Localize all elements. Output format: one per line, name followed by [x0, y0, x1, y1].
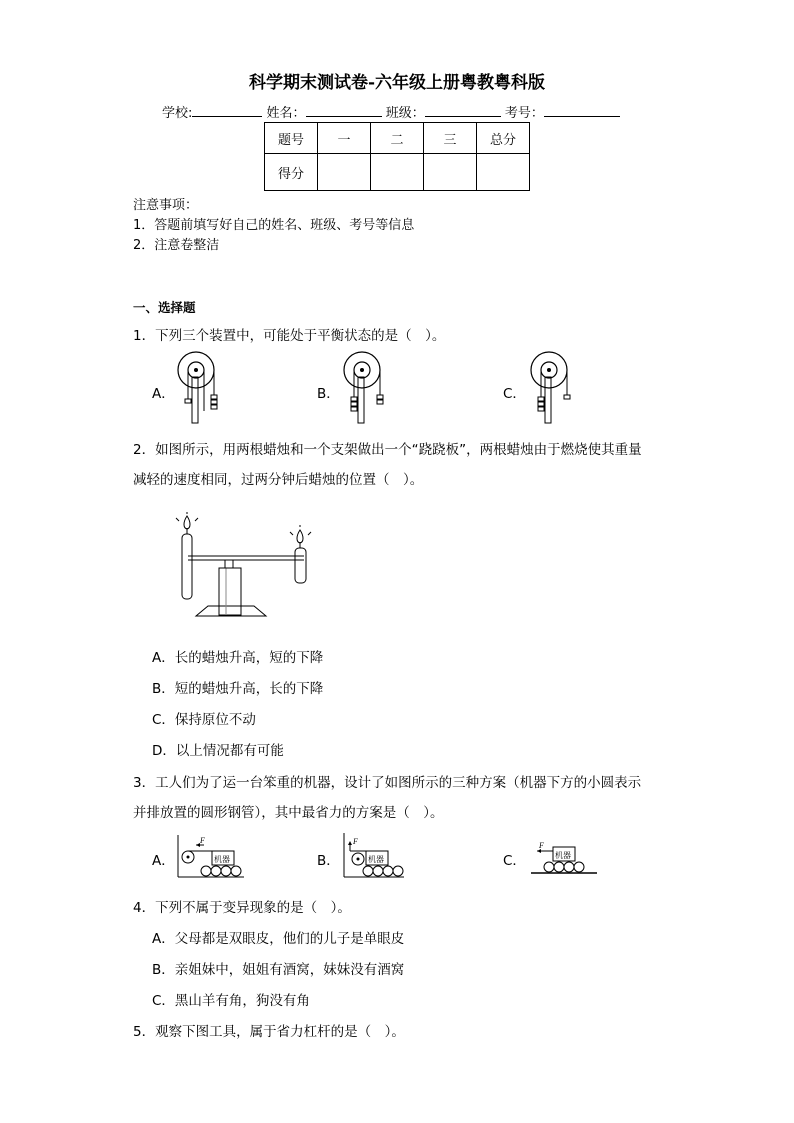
exam-no-blank[interactable]: [544, 104, 620, 117]
q1-pulley-diagram-b: [340, 349, 400, 427]
score-cell[interactable]: [477, 154, 530, 191]
q3-option-a-label[interactable]: A．: [152, 853, 175, 869]
score-table: [264, 122, 530, 191]
score-header-cell: 总分: [477, 123, 530, 154]
student-info-line: [162, 102, 620, 121]
q4-option-b[interactable]: B．亲姐妹中，姐姐有酒窝，妹妹没有酒窝: [152, 962, 405, 978]
school-label: 学校:: [162, 106, 193, 121]
q2-option-d[interactable]: D．以上情况都有可能: [152, 743, 284, 759]
q4-option-c[interactable]: C．黑山羊有角，狗没有角: [152, 993, 310, 1009]
q2-option-a[interactable]: A．长的蜡烛升高，短的下降: [152, 650, 324, 666]
machine-label: 机器: [555, 851, 571, 860]
exam-no-label: 考号：: [504, 106, 544, 121]
score-header-cell: 三: [424, 123, 477, 154]
q3-machine-diagram-c: [529, 839, 599, 877]
force-label: F: [353, 837, 358, 846]
score-cell[interactable]: [318, 154, 371, 191]
class-label: 班级：: [385, 106, 425, 121]
page-title: 科学期末测试卷-六年级上册粤教粤科版: [248, 73, 546, 93]
notice-item: 1．答题前填写好自己的姓名、班级、考号等信息: [133, 218, 415, 233]
notice-title: 注意事项：: [133, 198, 199, 213]
machine-label: 机器: [368, 855, 384, 864]
q3-option-b-label[interactable]: B．: [317, 853, 340, 869]
q2-option-b[interactable]: B．短的蜡烛升高，长的下降: [152, 681, 324, 697]
question-1-text: 1．下列三个装置中，可能处于平衡状态的是（ ）。: [133, 328, 446, 344]
q1-pulley-diagram-a: [174, 349, 234, 427]
question-2-text-line2: 减轻的速度相同，过两分钟后蜡烛的位置（ ）。: [133, 472, 424, 488]
question-3-text-line1: 3．工人们为了运一台笨重的机器，设计了如图所示的三种方案（机器下方的小圆表示: [133, 775, 642, 791]
force-label: F: [539, 841, 544, 850]
q4-option-a[interactable]: A．父母都是双眼皮，他们的儿子是单眼皮: [152, 931, 405, 947]
question-3-text-line2: 并排放置的圆形钢管），其中最省力的方案是（ ）。: [133, 805, 444, 821]
name-label: 姓名：: [266, 106, 306, 121]
class-blank[interactable]: [425, 104, 501, 117]
q3-machine-diagram-b: [340, 831, 410, 881]
q1-option-b-label[interactable]: B．: [317, 386, 340, 402]
q3-option-c-label[interactable]: C．: [503, 853, 526, 869]
force-label: F: [200, 836, 205, 845]
machine-label: 机器: [214, 855, 230, 864]
question-2-text-line1: 2．如图所示，用两根蜡烛和一个支架做出一个“跷跷板”，两根蜡烛由于燃烧使其重量: [133, 442, 642, 458]
q1-pulley-diagram-c: [527, 349, 587, 427]
name-blank[interactable]: [306, 104, 382, 117]
q2-candle-seesaw-diagram: [164, 512, 334, 624]
score-header-cell: 一: [318, 123, 371, 154]
score-row-label: 得分: [265, 154, 318, 191]
notice-item: 2．注意卷整洁: [133, 238, 220, 253]
q2-option-c[interactable]: C．保持原位不动: [152, 712, 256, 728]
question-4-text: 4．下列不属于变异现象的是（ ）。: [133, 900, 351, 916]
q3-machine-diagram-a: [176, 833, 246, 881]
score-cell[interactable]: [371, 154, 424, 191]
score-header-cell: 二: [371, 123, 424, 154]
section-title: 一、选择题: [133, 300, 196, 315]
score-cell[interactable]: [424, 154, 477, 191]
question-5-text: 5．观察下图工具，属于省力杠杆的是（ ）。: [133, 1024, 405, 1040]
score-header-cell: 题号: [265, 123, 318, 154]
q1-option-c-label[interactable]: C．: [503, 386, 526, 402]
q1-option-a-label[interactable]: A．: [152, 386, 175, 402]
school-blank[interactable]: [192, 104, 262, 117]
